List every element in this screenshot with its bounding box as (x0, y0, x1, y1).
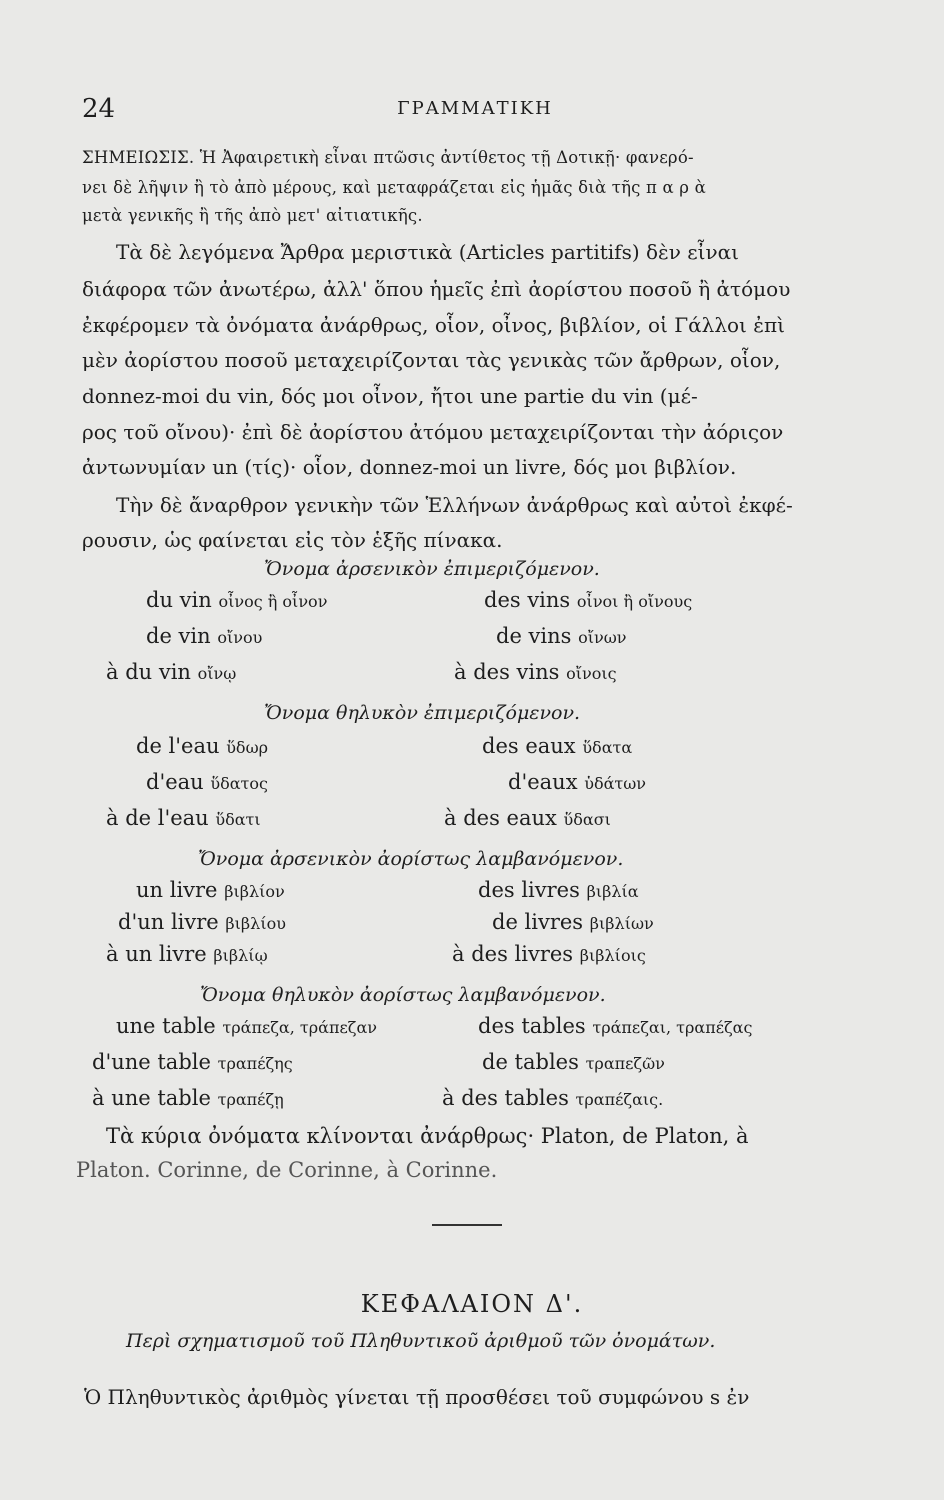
paragraph-line: ρος τοῦ οἴνου)· ἐπὶ δὲ ἀορίστου ἀτόμου μεταχειρίζονται τὴν ἀόριςον (82, 420, 784, 444)
table-row-left: de l'eau ὕδωρ (136, 734, 269, 758)
page-number: 24 (82, 94, 116, 124)
paragraph-line: μὲν ἀορίστου ποσοῦ μεταχειρίζονται τὰς γενικὰς τῶν ἄρθρων, οἷον, (82, 348, 781, 372)
paragraph-line: Τὰ κύρια ὀνόματα κλίνονται ἀνάρθρως· Platon, de Platon, à (106, 1124, 749, 1148)
paragraph-line: Τὴν δὲ ἄναρθρον γενικὴν τῶν Ἑλλήνων ἀνάρθρως καὶ αὐτοὶ ἐκφέ- (116, 493, 793, 517)
table-heading: Ὄνομα ἀρσενικὸν ἐπιμεριζόμενον. (264, 558, 600, 580)
paragraph-line: Τὰ δὲ λεγόμενα Ἄρθρα μεριστικὰ (Articles partitifs) δὲν εἶναι (116, 240, 739, 264)
section-divider (432, 1224, 502, 1226)
table-row-left: d'eau ὕδατος (146, 770, 268, 794)
page-header (82, 94, 868, 128)
paragraph-line: ἐκφέρομεν τὰ ὀνόματα ἀνάρθρως, οἷον, οἶνος, βιβλίον, οἱ Γάλλοι ἐπὶ (82, 313, 785, 337)
chapter-subtitle: Περὶ σχηματισμοῦ τοῦ Πληθυντικοῦ ἀριθμοῦ τῶν ὀνομάτων. (126, 1330, 716, 1352)
table-row-right: à des eaux ὕδασι (444, 806, 611, 830)
table-row-right: des tables τράπεζαι, τραπέζας (478, 1014, 753, 1038)
running-title: ΓΡΑΜΜΑΤΙΚΗ (397, 98, 553, 119)
paragraph-line: ἀντωνυμίαν un (τίς)· οἷον, donnez-moi un livre, δός μοι βιβλίον. (82, 455, 737, 479)
table-row-left: du vin οἶνος ἢ οἶνον (146, 588, 328, 612)
table-row-left: à du vin οἴνῳ (106, 660, 237, 684)
table-row-left: à un livre βιβλίῳ (106, 942, 268, 966)
paragraph-line: donnez-moi du vin, δός μοι οἶνον, ἤτοι une partie du vin (μέ- (82, 384, 698, 408)
table-row-right: des vins οἶνοι ἢ οἴνους (484, 588, 693, 612)
note-line: νει δὲ λῆψιν ἢ τὸ ἀπὸ μέρους, καὶ μεταφράζεται εἰς ἡμᾶς διὰ τῆς π α ρ ὰ (82, 178, 706, 197)
table-row-right: à des livres βιβλίοις (452, 942, 646, 966)
table-row-right: des livres βιβλία (478, 878, 639, 902)
table-row-right: d'eaux ὑδάτων (508, 770, 647, 794)
table-row-right: de livres βιβλίων (492, 910, 654, 934)
table-row-left: d'un livre βιβλίου (118, 910, 286, 934)
chapter-title: ΚΕΦΑΛΑΙΟΝ Δ'. (360, 1290, 584, 1318)
table-row-right: des eaux ὕδατα (482, 734, 633, 758)
table-row-left: à de l'eau ὕδατι (106, 806, 261, 830)
chapter-first-line: Ὁ Πληθυντικὸς ἀριθμὸς γίνεται τῇ προσθέσει τοῦ συμφώνου s ἐν (84, 1385, 750, 1409)
paragraph-line: Platon. Corinne, de Corinne, à Corinne. (76, 1158, 498, 1182)
paragraph-line: ρουσιν, ὡς φαίνεται εἰς τὸν ἑξῆς πίνακα. (82, 528, 503, 552)
note-line: μετὰ γενικῆς ἢ τῆς ἀπὸ μετ' αἰτιατικῆς. (82, 206, 423, 225)
note-line: ΣΗΜΕΙΩΣΙΣ. Ἡ Ἀφαιρετικὴ εἶναι πτῶσις ἀντίθετος τῇ Δοτικῇ· φανερό- (82, 148, 694, 167)
table-row-left: une table τράπεζα, τράπεζαν (116, 1014, 377, 1038)
table-row-right: de vins οἴνων (496, 624, 627, 648)
table-row-left: de vin οἴνου (146, 624, 263, 648)
table-row-left: d'une table τραπέζης (92, 1050, 293, 1074)
table-row-left: un livre βιβλίον (136, 878, 285, 902)
table-row-right: à des vins οἴνοις (454, 660, 617, 684)
table-heading: Ὄνομα ἀρσενικὸν ἀορίστως λαμβανόμενον. (198, 848, 624, 870)
table-heading: Ὄνομα θηλυκὸν ἀορίστως λαμβανόμενον. (200, 984, 606, 1006)
table-row-right: de tables τραπεζῶν (482, 1050, 665, 1074)
table-row-right: à des tables τραπέζαις. (442, 1086, 664, 1110)
paragraph-line: διάφορα τῶν ἀνωτέρω, ἀλλ' ὅπου ἡμεῖς ἐπὶ ἀορίστου ποσοῦ ἢ ἀτόμου (82, 277, 791, 301)
table-row-left: à une table τραπέζῃ (92, 1086, 284, 1110)
table-heading: Ὄνομα θηλυκὸν ἐπιμεριζόμενον. (264, 702, 581, 724)
